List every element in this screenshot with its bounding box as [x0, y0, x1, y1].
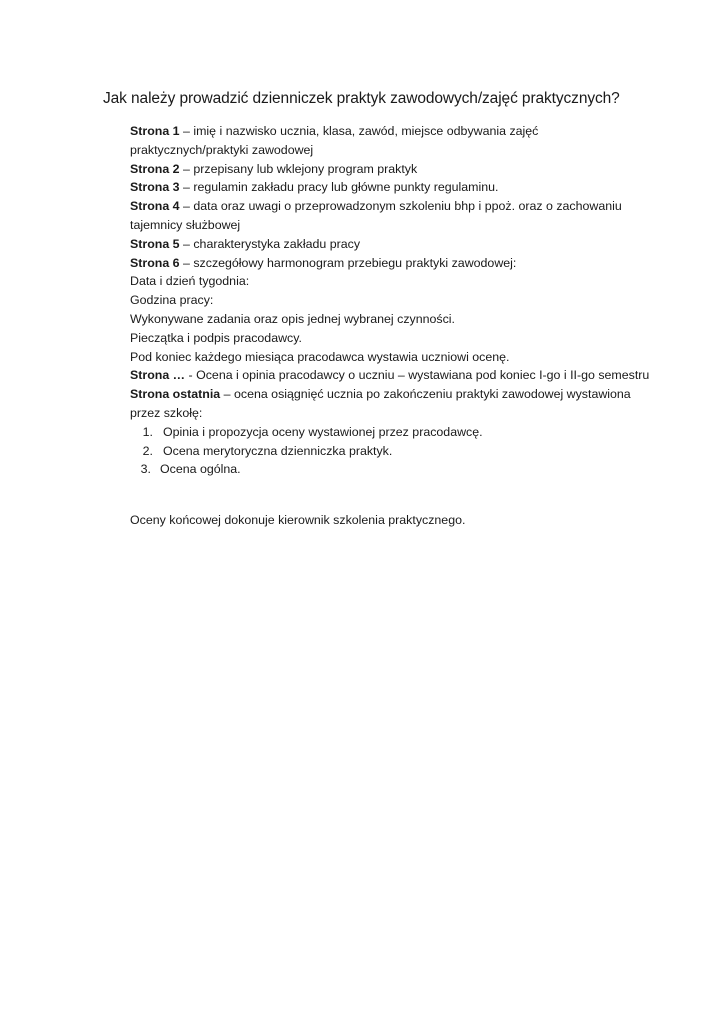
body-line [130, 348, 670, 367]
line-text: Pieczątka i podpis pracodawcy. [130, 330, 302, 345]
page-label: Strona … [130, 368, 186, 383]
list-item [130, 442, 670, 461]
page-label: Strona 3 [130, 180, 180, 195]
body-line [130, 254, 670, 273]
body-line [130, 404, 670, 423]
body-line [130, 385, 670, 404]
closing-note: Oceny końcowej dokonuje kierownik szkolenia praktycznego. [130, 513, 466, 527]
page-label: Strona 5 [130, 236, 180, 251]
page-label: Strona 4 [130, 199, 180, 214]
page-title: Jak należy prowadzić dzienniczek praktyk zawodowych/zajęć praktycznych? [103, 90, 620, 107]
line-text: Pod koniec każdego miesiąca pracodawca wystawia uczniowi ocenę. [130, 349, 510, 364]
list-number: 1. [142, 424, 153, 439]
line-text: Data i dzień tygodnia: [130, 274, 250, 289]
list-item-text: Ocena merytoryczna dzienniczka praktyk. [163, 443, 393, 458]
page-label: Strona 2 [130, 161, 180, 176]
line-text: - Ocena i opinia pracodawcy o uczniu – wystawiana pod koniec I-go i II-go semestru [185, 368, 650, 383]
body-line [130, 197, 670, 216]
line-text: – regulamin zakładu pracy lub główne punkty regulaminu. [179, 180, 499, 195]
body-line [130, 291, 670, 310]
document-body [130, 122, 670, 479]
list-number: 3. [140, 462, 151, 477]
page-label: Strona 1 [130, 124, 180, 138]
body-line [130, 272, 670, 291]
body-line [130, 310, 670, 329]
body-line [130, 235, 670, 254]
body-line [130, 141, 670, 160]
list-item [130, 423, 670, 442]
line-text: – przepisany lub wklejony program praktyk [179, 161, 418, 176]
body-line [130, 122, 670, 141]
list-item-text: Opinia i propozycja oceny wystawionej przez pracodawcę. [163, 424, 483, 439]
line-text: Godzina pracy: [130, 293, 214, 308]
line-text: – szczegółowy harmonogram przebiegu praktyki zawodowej: [179, 255, 517, 270]
line-text: – charakterystyka zakładu pracy [179, 236, 361, 251]
line-text: Wykonywane zadania oraz opis jednej wybranej czynności. [130, 311, 455, 326]
list-number: 2. [142, 443, 153, 458]
page-label: Strona ostatnia [130, 387, 221, 402]
body-line [130, 160, 670, 179]
body-line [130, 329, 670, 348]
line-text: praktycznych/praktyki zawodowej [130, 142, 314, 157]
line-text: tajemnicy służbowej [130, 217, 241, 232]
line-text: – imię i nazwisko ucznia, klasa, zawód, miejsce odbywania zajęć [179, 124, 539, 138]
numbered-list [130, 423, 670, 479]
body-line [130, 216, 670, 235]
line-text: – data oraz uwagi o przeprowadzonym szkoleniu bhp i ppoż. oraz o zachowaniu [179, 199, 622, 214]
list-item [130, 460, 670, 479]
line-text: przez szkołę: [130, 405, 203, 420]
body-line [130, 366, 670, 385]
list-item-text: Ocena ogólna. [160, 462, 241, 477]
page-label: Strona 6 [130, 255, 180, 270]
line-text: – ocena osiągnięć ucznia po zakończeniu praktyki zawodowej wystawiona [220, 387, 631, 402]
body-line [130, 178, 670, 197]
